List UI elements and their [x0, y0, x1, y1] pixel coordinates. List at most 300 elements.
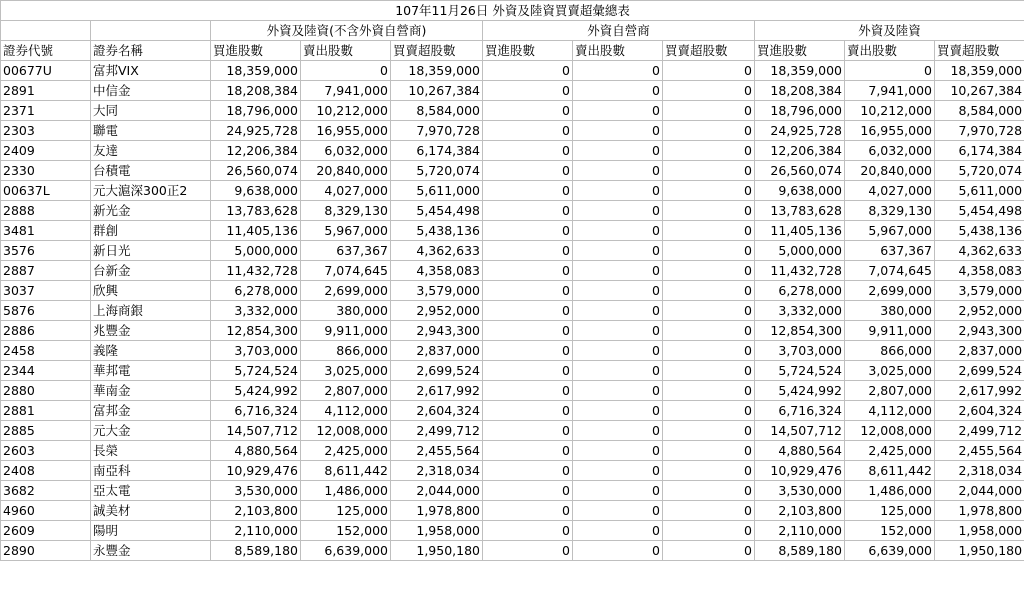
cell-code: 2344 [1, 361, 91, 381]
cell-total-net: 5,454,498 [935, 201, 1024, 221]
cell-dealer-buy: 0 [483, 101, 573, 121]
cell-dealer-net: 0 [663, 341, 755, 361]
cell-dealer-net: 0 [663, 221, 755, 241]
cell-total-buy: 5,000,000 [755, 241, 845, 261]
cell-total-net: 2,617,992 [935, 381, 1024, 401]
cell-total-net: 2,604,324 [935, 401, 1024, 421]
column-header-buy: 買進股數 [483, 41, 573, 61]
cell-name: 永豐金 [91, 541, 211, 561]
cell-total-sell: 2,699,000 [845, 281, 935, 301]
cell-dealer-sell: 0 [573, 521, 663, 541]
cell-code: 2409 [1, 141, 91, 161]
cell-buy: 3,703,000 [211, 341, 301, 361]
cell-code: 2458 [1, 341, 91, 361]
cell-name: 新光金 [91, 201, 211, 221]
cell-dealer-buy: 0 [483, 261, 573, 281]
cell-dealer-sell: 0 [573, 481, 663, 501]
cell-total-buy: 11,432,728 [755, 261, 845, 281]
cell-total-sell: 10,212,000 [845, 101, 935, 121]
cell-total-net: 6,174,384 [935, 141, 1024, 161]
cell-name: 元大滬深300正2 [91, 181, 211, 201]
cell-code: 00637L [1, 181, 91, 201]
cell-total-sell: 3,025,000 [845, 361, 935, 381]
cell-dealer-net: 0 [663, 481, 755, 501]
cell-total-net: 2,044,000 [935, 481, 1024, 501]
table-row [1, 201, 1024, 221]
cell-dealer-buy: 0 [483, 441, 573, 461]
column-header-row [1, 41, 1024, 61]
cell-dealer-net: 0 [663, 121, 755, 141]
cell-total-buy: 26,560,074 [755, 161, 845, 181]
cell-total-buy: 6,278,000 [755, 281, 845, 301]
cell-total-sell: 1,486,000 [845, 481, 935, 501]
column-header-net: 買賣超股數 [935, 41, 1024, 61]
cell-net: 7,970,728 [391, 121, 483, 141]
cell-net: 1,958,000 [391, 521, 483, 541]
cell-net: 18,359,000 [391, 61, 483, 81]
cell-total-net: 1,958,000 [935, 521, 1024, 541]
cell-total-net: 10,267,384 [935, 81, 1024, 101]
cell-dealer-buy: 0 [483, 241, 573, 261]
cell-buy: 18,359,000 [211, 61, 301, 81]
cell-total-sell: 4,112,000 [845, 401, 935, 421]
column-header-sell: 賣出股數 [845, 41, 935, 61]
cell-name: 華南金 [91, 381, 211, 401]
cell-total-sell: 2,425,000 [845, 441, 935, 461]
cell-name: 長榮 [91, 441, 211, 461]
cell-buy: 12,854,300 [211, 321, 301, 341]
table-row [1, 541, 1024, 561]
cell-sell: 16,955,000 [301, 121, 391, 141]
cell-buy: 13,783,628 [211, 201, 301, 221]
cell-total-buy: 3,703,000 [755, 341, 845, 361]
cell-total-sell: 20,840,000 [845, 161, 935, 181]
cell-sell: 866,000 [301, 341, 391, 361]
table-row [1, 141, 1024, 161]
cell-total-buy: 14,507,712 [755, 421, 845, 441]
cell-sell: 2,425,000 [301, 441, 391, 461]
cell-dealer-net: 0 [663, 361, 755, 381]
cell-total-buy: 12,206,384 [755, 141, 845, 161]
cell-code: 2303 [1, 121, 91, 141]
cell-total-net: 2,455,564 [935, 441, 1024, 461]
cell-name: 友達 [91, 141, 211, 161]
cell-code: 00677U [1, 61, 91, 81]
column-header-code: 證券代號 [1, 41, 91, 61]
cell-dealer-buy: 0 [483, 221, 573, 241]
cell-total-sell: 6,639,000 [845, 541, 935, 561]
cell-dealer-buy: 0 [483, 61, 573, 81]
cell-buy: 2,110,000 [211, 521, 301, 541]
cell-dealer-buy: 0 [483, 341, 573, 361]
cell-dealer-buy: 0 [483, 541, 573, 561]
cell-net: 2,943,300 [391, 321, 483, 341]
table-row [1, 401, 1024, 421]
cell-total-buy: 18,208,384 [755, 81, 845, 101]
cell-sell: 9,911,000 [301, 321, 391, 341]
cell-total-buy: 4,880,564 [755, 441, 845, 461]
column-header-net: 買賣超股數 [663, 41, 755, 61]
cell-buy: 10,929,476 [211, 461, 301, 481]
cell-name: 上海商銀 [91, 301, 211, 321]
group-header-foreign-total: 外資及陸資 [755, 21, 1024, 41]
cell-dealer-buy: 0 [483, 381, 573, 401]
cell-sell: 0 [301, 61, 391, 81]
cell-net: 5,438,136 [391, 221, 483, 241]
cell-code: 3576 [1, 241, 91, 261]
table-row [1, 321, 1024, 341]
cell-total-sell: 6,032,000 [845, 141, 935, 161]
cell-total-sell: 9,911,000 [845, 321, 935, 341]
cell-dealer-net: 0 [663, 61, 755, 81]
cell-total-sell: 8,329,130 [845, 201, 935, 221]
cell-dealer-sell: 0 [573, 221, 663, 241]
cell-net: 4,362,633 [391, 241, 483, 261]
cell-code: 2891 [1, 81, 91, 101]
column-header-sell: 賣出股數 [301, 41, 391, 61]
cell-dealer-sell: 0 [573, 421, 663, 441]
cell-dealer-sell: 0 [573, 241, 663, 261]
cell-code: 3037 [1, 281, 91, 301]
cell-sell: 8,611,442 [301, 461, 391, 481]
cell-total-sell: 12,008,000 [845, 421, 935, 441]
table-row [1, 281, 1024, 301]
cell-code: 2881 [1, 401, 91, 421]
cell-sell: 5,967,000 [301, 221, 391, 241]
cell-total-net: 2,952,000 [935, 301, 1024, 321]
cell-code: 2890 [1, 541, 91, 561]
cell-code: 2880 [1, 381, 91, 401]
cell-dealer-net: 0 [663, 321, 755, 341]
cell-name: 陽明 [91, 521, 211, 541]
cell-dealer-sell: 0 [573, 181, 663, 201]
cell-total-buy: 12,854,300 [755, 321, 845, 341]
cell-dealer-net: 0 [663, 281, 755, 301]
table-row [1, 241, 1024, 261]
cell-buy: 18,208,384 [211, 81, 301, 101]
column-header-net: 買賣超股數 [391, 41, 483, 61]
table-row [1, 341, 1024, 361]
cell-total-buy: 2,110,000 [755, 521, 845, 541]
cell-buy: 3,332,000 [211, 301, 301, 321]
table-row [1, 61, 1024, 81]
cell-net: 2,044,000 [391, 481, 483, 501]
cell-total-net: 2,318,034 [935, 461, 1024, 481]
cell-buy: 14,507,712 [211, 421, 301, 441]
cell-dealer-buy: 0 [483, 81, 573, 101]
cell-code: 2371 [1, 101, 91, 121]
cell-total-sell: 16,955,000 [845, 121, 935, 141]
cell-dealer-net: 0 [663, 301, 755, 321]
cell-total-net: 1,950,180 [935, 541, 1024, 561]
cell-dealer-sell: 0 [573, 441, 663, 461]
cell-dealer-buy: 0 [483, 481, 573, 501]
cell-sell: 12,008,000 [301, 421, 391, 441]
cell-code: 2885 [1, 421, 91, 441]
cell-dealer-sell: 0 [573, 381, 663, 401]
cell-name: 富邦金 [91, 401, 211, 421]
cell-net: 2,617,992 [391, 381, 483, 401]
cell-total-buy: 9,638,000 [755, 181, 845, 201]
cell-dealer-sell: 0 [573, 341, 663, 361]
cell-sell: 380,000 [301, 301, 391, 321]
cell-net: 2,952,000 [391, 301, 483, 321]
empty-corner-cell [1, 21, 91, 41]
cell-dealer-net: 0 [663, 441, 755, 461]
cell-sell: 4,112,000 [301, 401, 391, 421]
cell-dealer-buy: 0 [483, 281, 573, 301]
cell-total-net: 2,699,524 [935, 361, 1024, 381]
cell-net: 10,267,384 [391, 81, 483, 101]
cell-sell: 2,807,000 [301, 381, 391, 401]
cell-dealer-buy: 0 [483, 321, 573, 341]
cell-dealer-sell: 0 [573, 161, 663, 181]
cell-buy: 2,103,800 [211, 501, 301, 521]
cell-total-net: 4,362,633 [935, 241, 1024, 261]
cell-total-net: 8,584,000 [935, 101, 1024, 121]
cell-code: 3682 [1, 481, 91, 501]
cell-dealer-net: 0 [663, 381, 755, 401]
cell-name: 義隆 [91, 341, 211, 361]
cell-net: 2,604,324 [391, 401, 483, 421]
cell-dealer-net: 0 [663, 161, 755, 181]
table-row [1, 421, 1024, 441]
cell-net: 1,978,800 [391, 501, 483, 521]
cell-total-buy: 5,724,524 [755, 361, 845, 381]
cell-code: 2887 [1, 261, 91, 281]
cell-name: 聯電 [91, 121, 211, 141]
cell-code: 2609 [1, 521, 91, 541]
cell-buy: 9,638,000 [211, 181, 301, 201]
cell-total-buy: 3,530,000 [755, 481, 845, 501]
cell-dealer-net: 0 [663, 101, 755, 121]
cell-name: 群創 [91, 221, 211, 241]
title-row [1, 1, 1024, 21]
cell-total-sell: 4,027,000 [845, 181, 935, 201]
cell-buy: 5,724,524 [211, 361, 301, 381]
cell-dealer-buy: 0 [483, 361, 573, 381]
cell-total-net: 2,943,300 [935, 321, 1024, 341]
cell-dealer-sell: 0 [573, 81, 663, 101]
cell-total-net: 4,358,083 [935, 261, 1024, 281]
cell-code: 4960 [1, 501, 91, 521]
cell-sell: 152,000 [301, 521, 391, 541]
cell-total-net: 2,499,712 [935, 421, 1024, 441]
cell-dealer-net: 0 [663, 541, 755, 561]
empty-corner-cell [91, 21, 211, 41]
cell-sell: 7,074,645 [301, 261, 391, 281]
cell-total-buy: 3,332,000 [755, 301, 845, 321]
cell-code: 3481 [1, 221, 91, 241]
cell-buy: 5,424,992 [211, 381, 301, 401]
cell-total-sell: 125,000 [845, 501, 935, 521]
cell-net: 5,720,074 [391, 161, 483, 181]
cell-total-buy: 5,424,992 [755, 381, 845, 401]
cell-net: 5,611,000 [391, 181, 483, 201]
cell-name: 台積電 [91, 161, 211, 181]
table-row [1, 221, 1024, 241]
cell-name: 亞太電 [91, 481, 211, 501]
table-row [1, 361, 1024, 381]
cell-sell: 4,027,000 [301, 181, 391, 201]
cell-name: 大同 [91, 101, 211, 121]
cell-dealer-net: 0 [663, 261, 755, 281]
cell-net: 2,499,712 [391, 421, 483, 441]
cell-name: 台新金 [91, 261, 211, 281]
cell-dealer-net: 0 [663, 461, 755, 481]
cell-total-buy: 24,925,728 [755, 121, 845, 141]
cell-total-net: 5,720,074 [935, 161, 1024, 181]
cell-dealer-sell: 0 [573, 141, 663, 161]
cell-total-sell: 0 [845, 61, 935, 81]
cell-name: 元大金 [91, 421, 211, 441]
cell-name: 富邦VIX [91, 61, 211, 81]
cell-sell: 125,000 [301, 501, 391, 521]
cell-net: 2,318,034 [391, 461, 483, 481]
cell-total-sell: 7,074,645 [845, 261, 935, 281]
cell-name: 新日光 [91, 241, 211, 261]
cell-total-buy: 18,796,000 [755, 101, 845, 121]
cell-dealer-net: 0 [663, 201, 755, 221]
cell-buy: 4,880,564 [211, 441, 301, 461]
cell-dealer-buy: 0 [483, 301, 573, 321]
cell-total-net: 5,611,000 [935, 181, 1024, 201]
cell-buy: 12,206,384 [211, 141, 301, 161]
cell-net: 3,579,000 [391, 281, 483, 301]
cell-dealer-buy: 0 [483, 521, 573, 541]
cell-code: 2888 [1, 201, 91, 221]
cell-net: 2,837,000 [391, 341, 483, 361]
cell-dealer-net: 0 [663, 401, 755, 421]
cell-dealer-net: 0 [663, 141, 755, 161]
column-header-buy: 買進股數 [755, 41, 845, 61]
cell-net: 6,174,384 [391, 141, 483, 161]
table-row [1, 261, 1024, 281]
cell-dealer-sell: 0 [573, 461, 663, 481]
cell-dealer-sell: 0 [573, 261, 663, 281]
table-row [1, 121, 1024, 141]
column-header-sell: 賣出股數 [573, 41, 663, 61]
cell-dealer-sell: 0 [573, 501, 663, 521]
cell-total-buy: 6,716,324 [755, 401, 845, 421]
cell-sell: 1,486,000 [301, 481, 391, 501]
cell-sell: 8,329,130 [301, 201, 391, 221]
cell-total-buy: 13,783,628 [755, 201, 845, 221]
cell-buy: 11,405,136 [211, 221, 301, 241]
cell-dealer-sell: 0 [573, 101, 663, 121]
table-row [1, 181, 1024, 201]
column-header-name: 證券名稱 [91, 41, 211, 61]
cell-total-sell: 7,941,000 [845, 81, 935, 101]
cell-dealer-sell: 0 [573, 321, 663, 341]
cell-buy: 3,530,000 [211, 481, 301, 501]
cell-dealer-net: 0 [663, 521, 755, 541]
cell-total-buy: 18,359,000 [755, 61, 845, 81]
cell-total-net: 5,438,136 [935, 221, 1024, 241]
cell-name: 誠美材 [91, 501, 211, 521]
cell-net: 5,454,498 [391, 201, 483, 221]
cell-net: 8,584,000 [391, 101, 483, 121]
cell-dealer-sell: 0 [573, 201, 663, 221]
cell-total-sell: 866,000 [845, 341, 935, 361]
cell-dealer-sell: 0 [573, 301, 663, 321]
table-row [1, 501, 1024, 521]
cell-total-net: 7,970,728 [935, 121, 1024, 141]
cell-dealer-net: 0 [663, 501, 755, 521]
cell-dealer-buy: 0 [483, 201, 573, 221]
cell-total-sell: 152,000 [845, 521, 935, 541]
column-header-buy: 買進股數 [211, 41, 301, 61]
cell-total-sell: 5,967,000 [845, 221, 935, 241]
cell-total-net: 3,579,000 [935, 281, 1024, 301]
table-row [1, 381, 1024, 401]
cell-dealer-buy: 0 [483, 501, 573, 521]
cell-dealer-buy: 0 [483, 141, 573, 161]
table-row [1, 461, 1024, 481]
cell-code: 2408 [1, 461, 91, 481]
cell-total-sell: 8,611,442 [845, 461, 935, 481]
cell-dealer-net: 0 [663, 81, 755, 101]
cell-dealer-buy: 0 [483, 421, 573, 441]
cell-name: 兆豐金 [91, 321, 211, 341]
cell-total-net: 2,837,000 [935, 341, 1024, 361]
table-row [1, 441, 1024, 461]
cell-dealer-sell: 0 [573, 281, 663, 301]
cell-dealer-buy: 0 [483, 461, 573, 481]
cell-buy: 26,560,074 [211, 161, 301, 181]
cell-dealer-net: 0 [663, 181, 755, 201]
cell-net: 2,699,524 [391, 361, 483, 381]
cell-code: 5876 [1, 301, 91, 321]
cell-total-buy: 10,929,476 [755, 461, 845, 481]
cell-dealer-buy: 0 [483, 181, 573, 201]
cell-total-net: 1,978,800 [935, 501, 1024, 521]
cell-buy: 8,589,180 [211, 541, 301, 561]
table-row [1, 301, 1024, 321]
table-row [1, 521, 1024, 541]
cell-net: 1,950,180 [391, 541, 483, 561]
cell-buy: 24,925,728 [211, 121, 301, 141]
table-body [1, 61, 1024, 561]
cell-sell: 10,212,000 [301, 101, 391, 121]
cell-dealer-sell: 0 [573, 541, 663, 561]
cell-code: 2330 [1, 161, 91, 181]
cell-dealer-net: 0 [663, 241, 755, 261]
cell-net: 4,358,083 [391, 261, 483, 281]
cell-total-buy: 2,103,800 [755, 501, 845, 521]
cell-total-buy: 11,405,136 [755, 221, 845, 241]
cell-dealer-sell: 0 [573, 61, 663, 81]
group-header-foreign-dealer: 外資自營商 [483, 21, 755, 41]
table-row [1, 481, 1024, 501]
cell-buy: 18,796,000 [211, 101, 301, 121]
cell-dealer-buy: 0 [483, 401, 573, 421]
cell-dealer-buy: 0 [483, 121, 573, 141]
cell-total-buy: 8,589,180 [755, 541, 845, 561]
cell-total-net: 18,359,000 [935, 61, 1024, 81]
cell-buy: 6,278,000 [211, 281, 301, 301]
cell-sell: 20,840,000 [301, 161, 391, 181]
cell-name: 華邦電 [91, 361, 211, 381]
cell-sell: 637,367 [301, 241, 391, 261]
cell-buy: 11,432,728 [211, 261, 301, 281]
cell-buy: 6,716,324 [211, 401, 301, 421]
group-header-row [1, 21, 1024, 41]
cell-sell: 3,025,000 [301, 361, 391, 381]
table-row [1, 161, 1024, 181]
cell-sell: 7,941,000 [301, 81, 391, 101]
cell-sell: 2,699,000 [301, 281, 391, 301]
